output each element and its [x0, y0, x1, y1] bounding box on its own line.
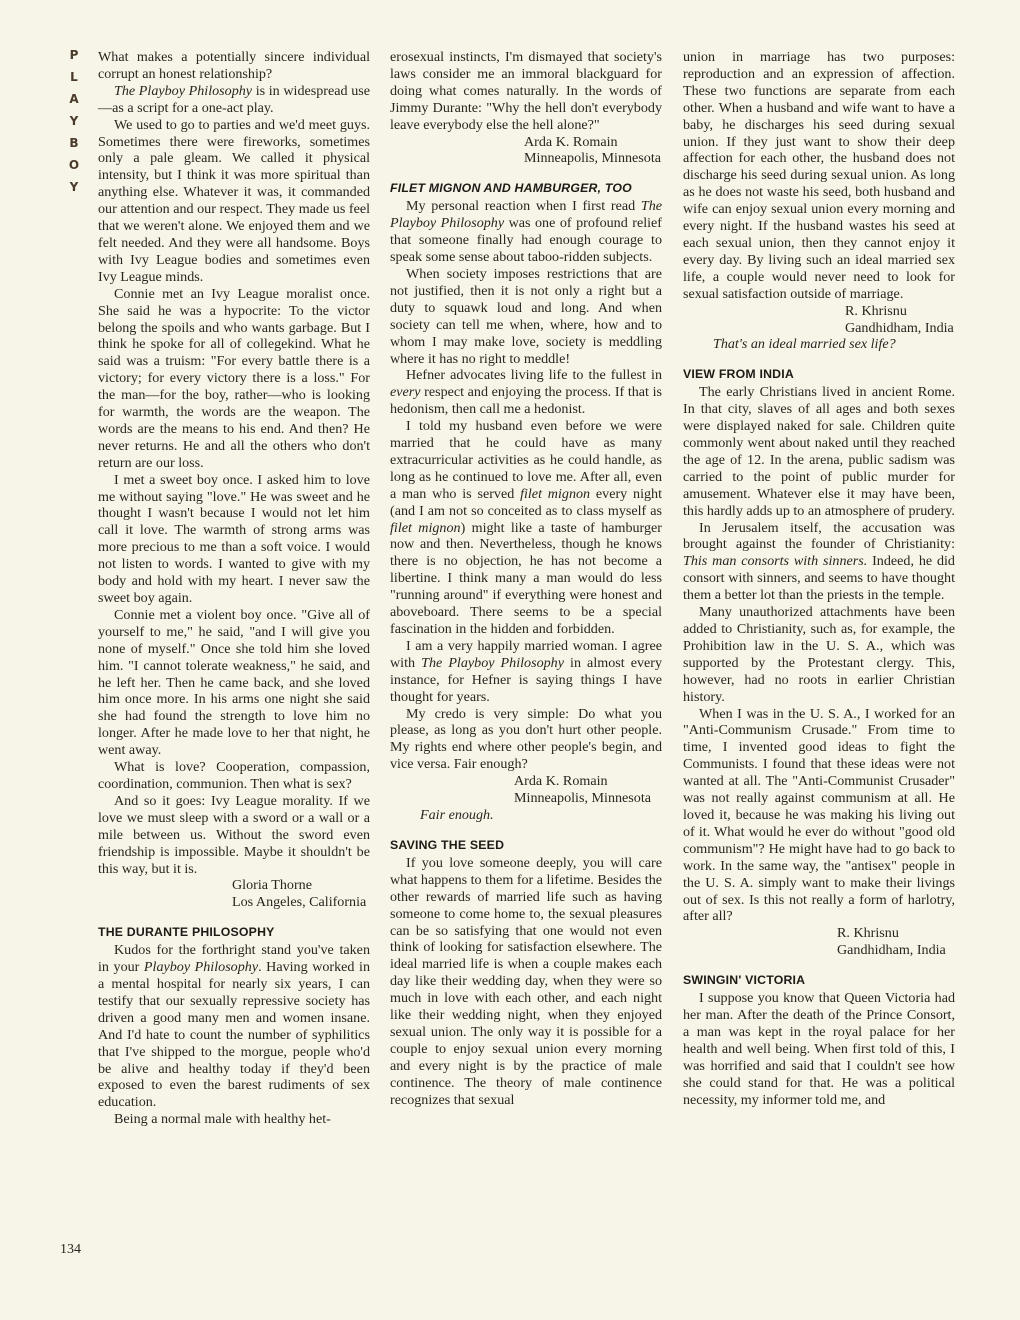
paragraph: Many unauthorized attachments have been added to Christianity, such as, for example, the Prohibition law in the U. S. A., which was supported by the Protestant clergy. This, however, had no roots in earlier Christian history. — [683, 604, 955, 705]
signature-place: Gandhidham, India — [845, 319, 954, 336]
text-run: Indeed, he did consort with sinners, and seems to have thought them a better lot than the priests in the temple. — [683, 553, 955, 604]
italic-title: The Playboy Philosophy — [390, 198, 662, 232]
signature-place: Minneapolis, Minnesota — [514, 790, 652, 807]
signature-place: Minneapolis, Minnesota — [524, 150, 662, 167]
text-run: I told my husband even before we were married that he could have as many extracurricular activities as he could handle, as long as he continued to love me. After all, even a man who is served — [390, 418, 662, 502]
text-run: My personal reaction when I first read — [406, 198, 641, 215]
paragraph: erosexual instincts, I'm dismayed that society's laws consider me an immoral blackguard for doing what comes naturally. In the words of Jimmy Durante: "Why the hell don't everybody leave everybody else the hell alone?" — [390, 49, 662, 133]
paragraph — [98, 942, 370, 1111]
signature-name: R. Khrisnu — [837, 925, 899, 942]
masthead-letter: Y — [69, 180, 79, 194]
column-3 — [683, 49, 955, 1108]
paragraph — [683, 520, 955, 605]
paragraph: When I was in the U. S. A., I worked for an "Anti-Communism Crusade." From time to time, I invented good ideas to fight the Communists. I found that these ideas were not wanted at all. The "Anti-Communist Crusader" was not really against communism at all. He loved it, because he was making his living out of it. What would he ever do without "good old communism"? He might have had to go back to work. In the same way, the "antisex" people in the U. S. A. simply want to make their livings out of sex. Is this not really a form of harlotry, after all? — [683, 705, 955, 925]
text-run: is in widespread use—as a script for a one-act play. — [98, 82, 370, 116]
paragraph — [390, 367, 662, 418]
column-2 — [390, 49, 662, 1108]
text-run: was one of profound relief that someone finally had enough courage to speak some sense about taboo-ridden subjects. — [390, 215, 662, 266]
editor-reply: That's an ideal married sex life? — [713, 336, 896, 353]
paragraph: If you love someone deeply, you will care what happens to them for a lifetime. Besides the other rewards of married life such as having someone to come home to, the sexual pleasures can be so satisfying that one would not even think of looking for satisfaction elsewhere. The ideal married life is when a couple makes each day like their wedding day, when they were so much in love with each other, and each night like their wedding night, when they enjoyed sexual union. The only way it is possible for a couple to enjoy sexual union every morning and every night is by the practice of male continence. The theory of male continence recognizes that sexual — [390, 854, 663, 1108]
paragraph: What is love? Cooperation, compassion, coordination, communion. Then what is sex? — [98, 759, 370, 792]
text-run: . Having worked in a mental hospital for nearly six years, I can testify that our sexually repressive society has driven a good many men and women insane. And I'd hate to count the number of syphilitics that I've shipped to the morgue, people who'd be alive and healthy today if they'd been exposed to even the barest rudiments of sex education. — [98, 959, 370, 1111]
paragraph: We used to go to parties and we'd meet guys. Sometimes there were fireworks, sometimes only a pale gleam. We called it physical intensity, but I think it was more spiritual than anything else. Whatever it was, it commanded our attention and our respect. They made us feel that we weren't alone. We enjoyed them and we felt needed. And they were all handsome. Boys with Ivy League bodies and sometimes even Ivy League minds. — [98, 116, 370, 285]
section-heading: SWINGIN' VICTORIA — [683, 973, 806, 988]
signature-name: Arda K. Romain — [514, 773, 608, 790]
text-run: Hefner advocates living life to the fullest in — [406, 367, 662, 384]
signature-name: Gloria Thorne — [232, 877, 312, 894]
masthead-vertical — [64, 44, 84, 198]
text-run: Kudos for the forthright stand you've taken in your — [98, 942, 370, 976]
masthead-letter: Y — [69, 114, 79, 128]
paragraph — [390, 198, 662, 266]
paragraph: Being a normal male with healthy het- — [114, 1111, 331, 1128]
text-run: In Jerusalem itself, the accusation was brought against the founder of Christianity: — [683, 519, 955, 553]
editor-reply: Fair enough. — [420, 806, 494, 823]
text-run: in almost every instance, for Hefner is saying things I have thought for years. — [390, 654, 662, 705]
text-run: ) might like a taste of hamburger now and then. Nevertheless, though he knows there is no objection, he has not become a libertine. I think many a man would do less "running around" if everything were honest and aboveboard. There seems to be a special fascination in the hidden and forbidden. — [390, 519, 662, 637]
text-run: I am a very happily married woman. I agree with — [390, 637, 662, 671]
italic-title: Playboy Philosophy — [143, 959, 259, 976]
paragraph: Connie met a violent boy once. "Give all of yourself to me," he said, "and I will give you none of myself." Once she told him she loved him. "I cannot tolerate weakness," he said, and he left her. Then he came back, and she loved him once more. In his arms one night she said she had found the strength to love him no longer. After he made love to her that night, he went away. — [98, 606, 370, 759]
paragraph: My credo is very simple: Do what you please, as long as you don't hurt other people. My rights end where other people's begin, and vice versa. Fair enough? — [390, 705, 662, 773]
italic-word: filet mignon — [520, 485, 591, 502]
paragraph: When society imposes restrictions that are not justified, then it is not only a right but a duty to squawk loud and long. And when society can tell me when, where, how and to whom I may make love, society is meddling where it has no right to meddle! — [390, 265, 662, 367]
paragraph: The early Christians lived in ancient Rome. In that city, slaves of all ages and both sexes were displayed naked for sale. Children quite commonly went about naked until they reached the age of 12. In the arena, public sadism was carried to the point of public murder for amusement. Whatever else it may have been, this hardly adds up to an atmosphere of prudery. — [683, 384, 955, 519]
italic-word: every — [390, 384, 421, 401]
signature-place: Gandhidham, India — [837, 942, 946, 959]
paragraph: What makes a potentially sincere individual corrupt an honest relationship? — [98, 49, 370, 82]
italic-title: The Playboy Philosophy — [114, 82, 253, 99]
paragraph — [390, 638, 662, 706]
paragraph: I met a sweet boy once. I asked him to love me without saying "love." He was sweet and he thought I wasn't because I would not let him call it love. The warmth of strong arms was more precious to me than a soft voice. I would not listen to words. I wanted to give with my body and hold with my heart. I never saw the sweet boy again. — [98, 471, 370, 606]
italic-word: filet mignon — [390, 519, 461, 536]
page-number: 134 — [60, 1242, 81, 1257]
italic-title: The Playboy Philosophy — [421, 654, 564, 671]
masthead-letter: O — [68, 158, 80, 172]
paragraph: And so it goes: Ivy League morality. If we love we must sleep with a sword or a wall or a mile between us. Without the sword even friendship is impossible. Maybe it shouldn't be this way, but it is. — [98, 792, 370, 877]
paragraph — [390, 418, 662, 638]
masthead-letter: P — [69, 48, 79, 62]
text-run: every night (and I am not so conceited as to class myself as — [390, 485, 662, 519]
masthead-letter: B — [69, 136, 79, 150]
section-heading: FILET MIGNON AND HAMBURGER, TOO — [390, 181, 632, 196]
column-1 — [98, 49, 370, 1128]
paragraph — [98, 83, 370, 117]
paragraph: Connie met an Ivy League moralist once. She said he was a hypocrite: To the victor belong the spoils and who wants garbage. But I think he spoke for all of collegekind. What he said was a truism: "For every battle there is a victory; for every victory there is a loss." For the man—for the boy, rather—who is looking for warmth, the words are the weapon. The words are the means to his end. And then? He never returns. He and all the others who don't return are our loss. — [98, 285, 370, 471]
signature-name: Arda K. Romain — [524, 133, 618, 150]
section-heading: SAVING THE SEED — [390, 837, 505, 852]
section-heading: THE DURANTE PHILOSOPHY — [98, 925, 275, 940]
paragraph: union in marriage has two purposes: reproduction and an expression of affection. These two functions are separate from each other. When a husband and wife want to have a baby, he discharges his seed during sexual union. If they just want to show their deep affection for each other, the husband does not discharge his seed during sexual union. As long as he does not waste his seed, both husband and wife can enjoy sexual union every morning and every night. If the husband wastes his seed at each sexual union, then they cannot enjoy it every day. By living such an ideal married sex life, a couple would never need to look for sexual satisfaction outside of marriage. — [683, 49, 955, 302]
masthead-letter: A — [69, 92, 79, 106]
masthead-letter: L — [70, 70, 78, 84]
signature-place: Los Angeles, California — [232, 894, 367, 911]
text-run: respect and enjoying the process. If that is hedonism, then call me a hedonist. — [390, 384, 662, 418]
italic-quote: This man consorts with sinners. — [683, 553, 868, 570]
signature-name: R. Khrisnu — [845, 302, 907, 319]
paragraph: I suppose you know that Queen Victoria had her man. After the death of the Prince Consort, a man was kept in the royal palace for her health and well being. When first told of this, I was horrified and said that I couldn't see how she could stand for that. He was a political necessity, my informer told me, and — [683, 990, 955, 1108]
section-heading: VIEW FROM INDIA — [683, 367, 794, 382]
